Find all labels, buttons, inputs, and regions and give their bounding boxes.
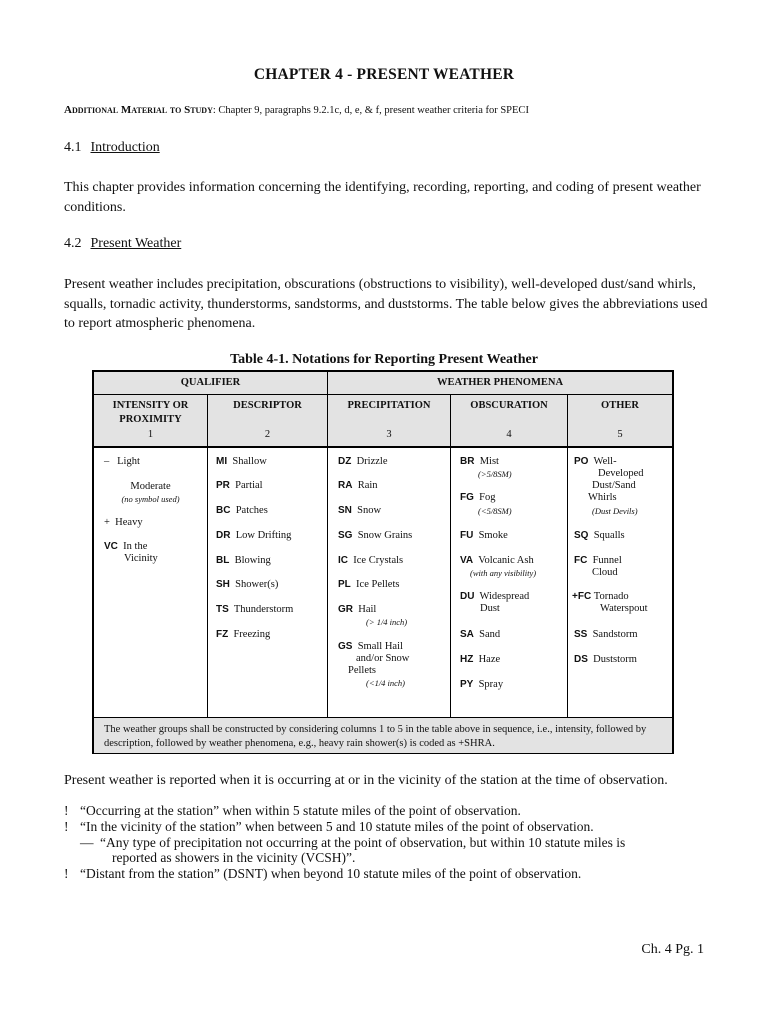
- other-code: PO: [574, 456, 589, 467]
- descriptor-item: [216, 530, 291, 543]
- descriptor-item: [216, 480, 263, 493]
- additional-material-text: : Chapter 9, paragraphs 9.2.1c, d, e, & f, present weather criteria for SPECI: [212, 105, 529, 116]
- vc-code: VC: [104, 541, 118, 552]
- other-item-sandstorm: [574, 629, 638, 642]
- precipitation-label: Hail: [358, 604, 377, 615]
- column-header-5: OTHER: [601, 400, 639, 411]
- intensity-light: [104, 456, 140, 469]
- other-label: Tornado: [593, 591, 629, 602]
- precipitation-item-small-hail: [338, 641, 403, 654]
- column-header-3: PRECIPITATION: [347, 400, 431, 411]
- precipitation-item: [338, 530, 412, 543]
- descriptor-label: Thunderstorm: [233, 604, 294, 615]
- precipitation-label: Ice Pellets: [356, 579, 400, 590]
- mist-note: (>5/8SM): [478, 469, 512, 479]
- other-label: Squalls: [593, 530, 625, 541]
- vc-label: In the: [123, 541, 148, 552]
- other-label: Duststorm: [593, 654, 637, 665]
- bullet-mark: !: [64, 819, 69, 834]
- precipitation-code: IC: [338, 555, 348, 566]
- moderate-note: (no symbol used): [121, 494, 180, 504]
- precipitation-label: Rain: [357, 480, 378, 491]
- intensity-moderate: Moderate: [130, 481, 171, 492]
- intensity-heavy: [104, 517, 143, 530]
- other-item-dust-whirls: [574, 456, 617, 469]
- light-label: Light: [117, 456, 140, 467]
- obscuration-label: Volcanic Ash: [478, 555, 534, 566]
- descriptor-code: BL: [216, 555, 230, 566]
- descriptor-label: Shower(s): [235, 579, 279, 590]
- descriptor-item: [216, 604, 293, 617]
- precipitation-label: Snow: [357, 505, 382, 516]
- after-table-paragraph: Present weather is reported when it is occurring at or in the vicinity of the station at the time of observation.: [64, 773, 668, 788]
- section-heading-introduction: [64, 140, 160, 156]
- small-hail-note: (<1/4 inch): [366, 678, 406, 688]
- precipitation-code: DZ: [338, 456, 352, 467]
- column-header-line: INTENSITY OR: [112, 400, 189, 411]
- heavy-symbol: +: [104, 517, 110, 528]
- introduction-paragraph: This chapter provides information concerning the identifying, recording, reporting, and coding of present weather conditions.: [64, 180, 701, 215]
- column-number-3: 3: [386, 429, 392, 440]
- descriptor-code: PR: [216, 480, 230, 491]
- other-code: FC: [574, 555, 588, 566]
- page-number: Ch. 4 Pg. 1: [641, 942, 704, 957]
- obscuration-label: Spray: [478, 679, 504, 690]
- precipitation-item: [338, 505, 381, 518]
- dust-whirls-line2: Developed: [598, 468, 644, 479]
- precipitation-label: Drizzle: [356, 456, 388, 467]
- column-divider: [567, 395, 568, 717]
- column-number-4: 4: [506, 429, 512, 440]
- table-group-header-row: [94, 372, 672, 395]
- present-weather-table: [92, 370, 674, 754]
- obscuration-item-fog: [460, 492, 495, 505]
- descriptor-label: Shallow: [232, 456, 267, 467]
- precipitation-item: [338, 480, 378, 493]
- descriptor-item: [216, 555, 271, 568]
- additional-material-label: Additional Material to Study: [64, 104, 213, 116]
- other-code: +FC: [572, 591, 592, 602]
- bullet-distant: “Distant from the station” (DSNT) when beyond 10 statute miles of the point of observation.: [80, 866, 582, 881]
- descriptor-code: DR: [216, 530, 231, 541]
- hail-note: (> 1/4 inch): [366, 617, 408, 627]
- precipitation-code: PL: [338, 579, 351, 590]
- column-header-1: [94, 399, 207, 427]
- precipitation-code: GS: [338, 641, 353, 652]
- descriptor-code: MI: [216, 456, 228, 467]
- precipitation-item: [338, 555, 403, 568]
- additional-material: [64, 104, 529, 116]
- precipitation-item-hail: [338, 604, 376, 617]
- section-title: Present Weather: [90, 236, 182, 251]
- funnel-cloud-line2: Cloud: [592, 567, 618, 578]
- other-code: SS: [574, 629, 588, 640]
- small-hail-line3: Pellets: [348, 665, 376, 676]
- obscuration-item-sand: [460, 629, 500, 642]
- obscuration-code: FU: [460, 530, 474, 541]
- bullet-mark: !: [64, 866, 69, 881]
- column-number-5: 5: [617, 429, 623, 440]
- other-label: Sandstorm: [592, 629, 638, 640]
- obscuration-item-spray: [460, 679, 503, 692]
- obscuration-label: Fog: [479, 492, 496, 503]
- precipitation-item: [338, 456, 388, 469]
- dust-whirls-line3: Dust/Sand: [592, 480, 636, 491]
- sub-bullet-dash: —: [80, 835, 94, 850]
- descriptor-label: Partial: [235, 480, 263, 491]
- vc-label-line2: Vicinity: [124, 553, 158, 564]
- obscuration-code: BR: [460, 456, 475, 467]
- obscuration-code: HZ: [460, 654, 474, 665]
- obscuration-label: Mist: [479, 456, 499, 467]
- precipitation-label: Ice Crystals: [353, 555, 404, 566]
- obscuration-code: SA: [460, 629, 474, 640]
- sub-bullet-line2: reported as showers in the vicinity (VCSH)”.: [112, 850, 356, 865]
- table-column-header-row: [94, 395, 672, 448]
- group-header-weather-phenomena: WEATHER PHENOMENA: [436, 377, 564, 388]
- column-divider: [207, 395, 208, 717]
- chapter-title: CHAPTER 4 - PRESENT WEATHER: [253, 66, 515, 83]
- column-header-4: OBSCURATION: [470, 400, 548, 411]
- column-header-2: DESCRIPTOR: [233, 400, 302, 411]
- other-item-squalls: [574, 530, 625, 543]
- column-number-1: 1: [147, 429, 154, 440]
- group-header-qualifier: QUALIFIER: [180, 377, 241, 388]
- obscuration-code: DU: [460, 591, 475, 602]
- obscuration-code: FG: [460, 492, 474, 503]
- precipitation-code: GR: [338, 604, 353, 615]
- present-weather-paragraph: Present weather includes precipitation, obscurations (obstructions to visibility), well-developed dust/sand whirls, squalls, tornadic activity, thunderstorms, sandstorms, and duststorms. The table below gives the abbreviations used to report atmospheric phenomena.: [64, 277, 708, 331]
- section-number: 4.1: [64, 140, 82, 155]
- dust-line2: Dust: [480, 603, 500, 614]
- heavy-label: Heavy: [115, 517, 143, 528]
- other-code: DS: [574, 654, 588, 665]
- other-code: SQ: [574, 530, 589, 541]
- column-header-line: PROXIMITY: [119, 414, 182, 425]
- bullet-vicinity: “In the vicinity of the station” when between 5 and 10 statute miles of the point of observation.: [80, 819, 594, 834]
- bullet-mark: !: [64, 803, 69, 818]
- obscuration-item-haze: [460, 654, 500, 667]
- column-divider: [327, 372, 328, 394]
- obscuration-item-dust: [460, 591, 529, 604]
- obscuration-item-volcanic-ash: [460, 555, 534, 568]
- obscuration-label: Smoke: [478, 530, 508, 541]
- descriptor-item: [216, 505, 268, 518]
- obscuration-label: Widespread: [479, 591, 530, 602]
- descriptor-item: [216, 579, 278, 592]
- obscuration-item-smoke: [460, 530, 508, 543]
- proximity-vicinity: [104, 541, 147, 554]
- dust-devils-note: (Dust Devils): [592, 506, 638, 516]
- descriptor-label: Freezing: [233, 629, 271, 640]
- descriptor-code: FZ: [216, 629, 229, 640]
- descriptor-label: Blowing: [234, 555, 271, 566]
- precipitation-code: SN: [338, 505, 352, 516]
- section-title: Introduction: [90, 140, 160, 155]
- sub-bullet-line1: “Any type of precipitation not occurring at the point of observation, but within 10 statute miles is: [100, 835, 626, 850]
- section-number: 4.2: [64, 236, 82, 251]
- precipitation-code: SG: [338, 530, 353, 541]
- obscuration-label: Sand: [479, 629, 501, 640]
- obscuration-item-mist: [460, 456, 499, 469]
- light-symbol: –: [104, 456, 110, 467]
- volcanic-ash-note: (with any visibility): [470, 568, 537, 578]
- other-label: Funnel: [592, 555, 622, 566]
- small-hail-line2: and/or Snow: [356, 653, 410, 664]
- descriptor-code: BC: [216, 505, 231, 516]
- descriptor-label: Low Drifting: [235, 530, 292, 541]
- bullet-occurring: “Occurring at the station” when within 5 statute miles of the point of observation.: [80, 803, 521, 818]
- descriptor-item: [216, 456, 267, 469]
- other-item-funnel-cloud: [574, 555, 622, 568]
- table-footnote: The weather groups shall be constructed by considering columns 1 to 5 in the table above in sequence, i.e., intensity, followed by description, followed by weather phenomena, e.g., heavy rain shower(s) is coded as +SHRA.: [104, 724, 647, 749]
- dust-whirls-line4: Whirls: [588, 492, 617, 503]
- descriptor-code: SH: [216, 579, 230, 590]
- precipitation-label: Small Hail: [357, 641, 403, 652]
- descriptor-code: TS: [216, 604, 229, 615]
- tornado-line2: Waterspout: [600, 603, 648, 614]
- table-caption: Table 4-1. Notations for Reporting Present Weather: [230, 352, 538, 367]
- descriptor-label: Patches: [235, 505, 268, 516]
- other-item-tornado: [572, 591, 629, 604]
- other-label: Well-: [593, 456, 617, 467]
- obscuration-code: VA: [460, 555, 474, 566]
- section-heading-present-weather: [64, 236, 181, 252]
- column-divider: [327, 395, 328, 717]
- precipitation-item: [338, 579, 399, 592]
- column-divider: [450, 395, 451, 717]
- column-number-2: 2: [264, 429, 271, 440]
- fog-note: (<5/8SM): [478, 506, 512, 516]
- table-footnote-box: [94, 717, 672, 753]
- precipitation-code: RA: [338, 480, 353, 491]
- other-item-duststorm: [574, 654, 637, 667]
- obscuration-code: PY: [460, 679, 474, 690]
- descriptor-item: [216, 629, 270, 642]
- precipitation-label: Snow Grains: [357, 530, 413, 541]
- obscuration-label: Haze: [478, 654, 501, 665]
